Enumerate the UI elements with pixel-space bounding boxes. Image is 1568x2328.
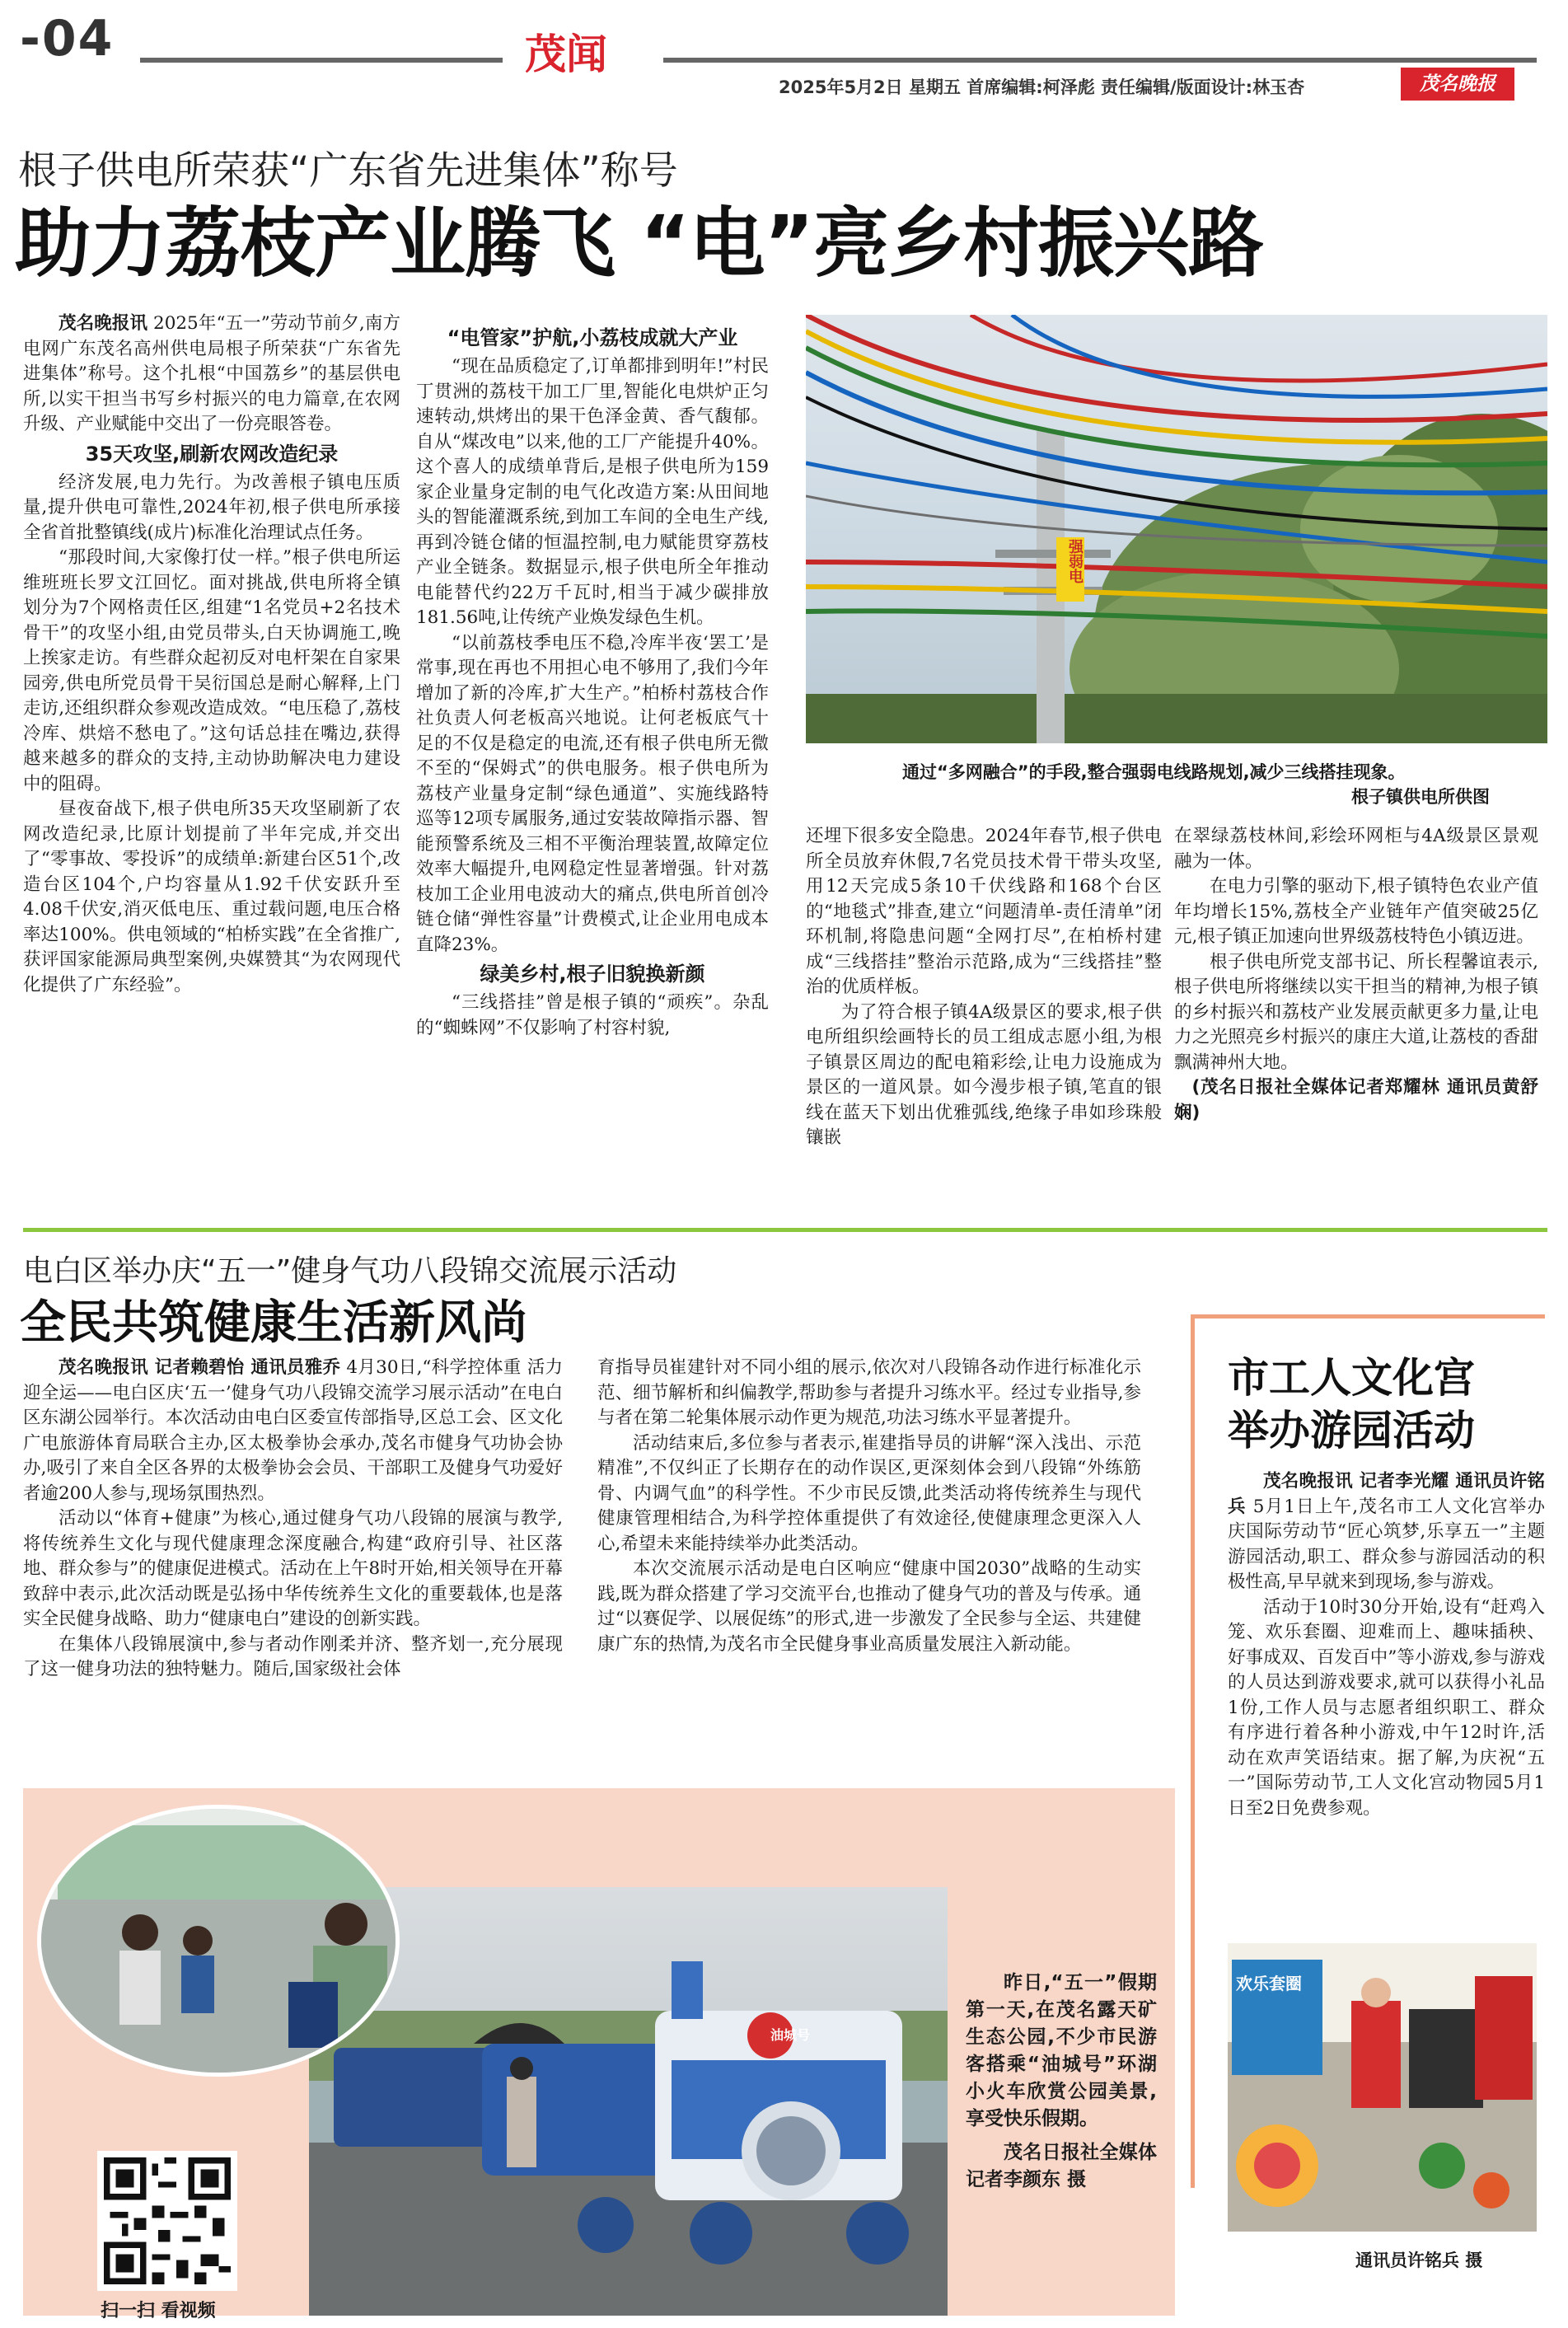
a3-body [1228,1469,1545,1821]
header-rule-left [140,58,503,63]
power-lines-illustration [806,315,1547,743]
a1-column-2 [416,321,769,1041]
train-name-plate: 油城号 [770,2027,811,2043]
a1-c4-p2: 在电力引擎的驱动下,根子镇特色农业产值年均增长15%,荔枝全产业链年产值突破25亿元,根子镇正加速向世界级荔枝特色小镇迈进。 [1174,876,1538,947]
a1-c3-p2: 为了符合根子镇4A级景区的要求,根子供电所组织绘画特长的员工组成志愿小组,为根子镇景区周边的配电箱彩绘,让电力设施成为景区的一道风景。如今漫步根子镇,笔直的银线在蓝天下划出优雅弧线,绝缘子串如珍珠般镶嵌 [806,1001,1162,1148]
a2-headline: 全民共筑健康生活新风尚 [20,1296,527,1350]
a1-c2-p3: “三线搭挂”曾是根子镇的“顽疾”。杂乱的“蜘蛛网”不仅影响了村容村貌, [416,992,769,1038]
a2-lead: 茂名晚报讯 记者赖碧怡 通讯员雅乔 [59,1357,341,1378]
a2-p2: 在集体八段锦展演中,参与者动作刚柔并济、整齐划一,充分展现了这一健身功法的独特魅力。随后,国家级社会体 [23,1633,563,1679]
a2-c2-p1: 活动结束后,多位参与者表示,崔建指导员的讲解“深入浅出、示范精准”,不仅纠正了长期存在的动作误区,更深刻体会到八段锦“外练筋骨、内调气血”的科学性。不少市民反馈,此类活动将传统养生与现代健康管理相结合,为科学控体重提供了有效途径,使健康理念更深入人心,希望未来能持续举办此类活动。 [597,1432,1141,1554]
a1-intro: 2025年“五一”劳动节前夕,南方电网广东茂名高州供电局根子所荣获“广东省先进集体”称号。这个扎根“中国荔乡”的基层供电所,以实干担当书写乡村振兴的电力篇章,在农网升级、产业赋能中交出了一份亮眼答卷。 [23,313,400,434]
a1-headline: 助力荔枝产业腾飞 “电”亮乡村振兴路 [15,199,1263,288]
a1-lead: 茂名晚报讯 [59,313,148,334]
train-illustration [309,1887,948,2316]
a2-column-2 [597,1356,1141,1657]
a3-lead: 茂名晚报讯 记者李光耀 通讯员许铭兵 [1228,1471,1545,1517]
a3-photo-credit: 通讯员许铭兵 摄 [1355,2251,1483,2270]
section-label: 茂闻 [525,30,607,78]
a1-c3-p1: 还埋下很多安全隐患。2024年春节,根子供电所全员放弃休假,7名党员技术骨干带头攻坚,用12天完成5条10千伏线路和168个台区的“地毯式”排查,建立“问题清单-责任清单”闭环机制,将隐患问题“全网打尽”,在柏桥村建成“三线搭挂”整治示范路,成为“三线搭挂”整治的优质样板。 [806,826,1162,997]
amusement-photo [1228,1943,1537,2232]
a1-column-4 [1174,824,1538,1126]
a2-c2-p2: 本次交流展示活动是电白区响应“健康中国2030”战略的生动实践,既为群众搭建了学习交流平台,也推动了健身气功的普及与传承。通过“以赛促学、以展促练”的形式,进一步激发了全民参与全运、共建健康广东的热情,为茂名市全民健身事业高质量发展注入新动能。 [597,1558,1141,1655]
header-info: 2025年5月2日 星期五 首席编辑:柯泽彪 责任编辑/版面设计:林玉杏 [779,77,1305,97]
a1-photo-credit: 根子镇供电所供图 [1351,787,1490,807]
train-photo [309,1887,948,2316]
a3-p0: 5月1日上午,茂名市工人文化宫举办庆国际劳动节“匠心筑梦,乐享五一”主题游园活动,职工、群众参与游园活动的积极性高,早早就来到现场,参与游戏。 [1228,1496,1545,1592]
a1-subhead-3: 绿美乡村,根子旧貌换新颜 [480,963,705,986]
a1-subhead-1: 35天攻坚,刷新农网改造纪录 [85,442,339,466]
a2-column-1 [23,1356,563,1683]
qr-caption: 扫一扫 看视频 [101,2301,216,2321]
a4-caption-text: 昨日,“五一”假期第一天,在茂名露天矿生态公园,不少市民游客搭乘“油城号”环湖小火车欣赏公园美景,享受快乐假期。 [966,1972,1157,2129]
a2-p0: 4月30日,“科学控体重 活力迎全运——电白区庆‘五一’健身气功八段锦交流学习展示活动”在电白区东湖公园举行。本次活动由电白区委宣传部指导,区总工会、区文化广电旅游体育局联合主办,区太极拳协会承办,茂名市健身气功协会协办,吸引了来自全区各界的太极拳协会会员、干部职工及健身气功爱好者逾200人参与,现场氛围热烈。 [23,1357,563,1504]
train-interior-photo [37,1805,400,2077]
a2-c2-p0: 育指导员崔建针对不同小组的展示,依次对八段锦各动作进行标准化示范、细节解析和纠偏教学,帮助参与者提升习练水平。经过专业指导,参与者在第二轮集体展示动作更为规范,功法习练水平显著提升。 [597,1357,1141,1428]
a1-c4-credit: (茂名日报社全媒体记者郑耀林 通讯员黄舒娴) [1174,1077,1538,1123]
a1-c4-p1: 在翠绿荔枝林间,彩绘环网柜与4A级景区景观融为一体。 [1174,826,1538,872]
a1-c2-p2: “以前荔枝季电压不稳,冷库半夜‘罢工’是常事,现在再也不用担心电不够用了,我们今年增加了新的冷库,扩大生产。”柏桥村荔枝合作社负责人何老板高兴地说。让何老板底气十足的不仅是稳定的电流,还有根子供电所无微不至的“保姆式”的供电服务。根子供电所为荔枝产业量身定制“绿色通道”、实施线路特巡等12项专属服务,通过安装故障指示器、智能预警系统及三相不平衡治理装置,故障定位效率大幅提升,电网稳定性显著增强。针对荔枝加工企业用电波动大的痛点,供电所首创冷链仓储“弹性容量”计费模式,让企业用电成本直降23%。 [416,632,769,955]
a1-c1-p1: 经济发展,电力先行。为改善根子镇电压质量,提升供电可靠性,2024年初,根子供电所承接全省首批整镇线(成片)标准化治理试点任务。 [23,471,400,543]
a2-kicker: 电白区举办庆“五一”健身气功八段锦交流展示活动 [23,1254,677,1288]
a1-c2-p1: “现在品质稳定了,订单都排到明年!”村民丁贯洲的荔枝干加工厂里,智能化电烘炉正匀速转动,烘烤出的果干色泽金黄、香气馥郁。自从“煤改电”以来,他的工厂产能提升40%。这个喜人的成绩单背后,是根子供电所为159家企业量身定制的电气化改造方案:从田间地头的智能灌溉系统,到加工车间的全电生产线,再到冷链仓储的恒温控制,电力赋能贯穿荔枝产业全链条。数据显示,根子供电所全年推动电能替代约22万千瓦时,相当于减少碳排放181.56吨,让传统产业焕发绿色生机。 [416,356,769,628]
a1-kicker: 根子供电所荣获“广东省先进集体”称号 [18,148,678,194]
a4-caption [966,1970,1157,2194]
a1-c1-p3: 昼夜奋战下,根子供电所35天攻坚刷新了农网改造纪录,比原计划提前了半年完成,并交出了“零事故、零投诉”的成绩单:新建台区51个,改造台区104个,户均容量从1.92千伏安跃升至4.08千伏安,消灭低电压、重过载问题,电压合格率达100%。供电领域的“柏桥实践”在全省推广,获评国家能源局典型案例,央媒赞其“为农网现代化提供了广东经验”。 [23,799,400,995]
qr-code-pattern [104,2157,231,2284]
power-lines-photo [806,315,1547,743]
header-rule-right [663,58,1537,63]
a3-p1: 活动于10时30分开始,设有“赶鸡入笼、欢乐套圈、迎难而上、趣味插秧、好事成双、百发百中”等小游戏,参与游戏的人员达到游戏要求,就可以获得小礼品1份,工作人员与志愿者组织职工、群众有序进行着各种小游戏,中午12时许,活动在欢声笑语结束。据了解,为庆祝“五一”国际劳动节,工人文化宫动物园5月1日至2日免费参观。 [1228,1596,1545,1819]
masthead-logo [1401,68,1514,101]
a1-column-3 [806,824,1162,1151]
a1-subhead-2: “电管家”护航,小荔枝成就大产业 [447,326,738,349]
a3-headline: 市工人文化宫举办游园活动 [1228,1354,1475,1454]
page-number: -04 [20,10,115,68]
a1-c1-p2: “那段时间,大家像打仗一样。”根子供电所运维班班长罗文江回忆。面对挑战,供电所将全镇划分为7个网格责任区,组建“1名党员+2名技术骨干”的攻坚小组,由党员带头,白天协调施工,晚上挨家走访。有些群众起初反对电杆架在自家果园旁,供电所党员骨干吴衍国总是耐心解释,上门走访,还组织群众参观改造成效。“电压稳了,荔枝冷库、烘焙不愁电了。”这句话总挂在嘴边,获得越来越多的群众的支持,主动协助解决电力建设中的阻碍。 [23,547,400,794]
a1-c4-p3: 根子供电所党支部书记、所长程馨谊表示,根子供电所将继续以实干担当的精神,为根子镇的乡村振兴和荔枝产业发展贡献更多力量,让电力之光照亮乡村振兴的康庄大道,让荔枝的香甜飘满神州大地。 [1174,951,1538,1073]
pole-sign: 强弱电 [1066,539,1084,583]
interior-illustration [41,1809,400,2077]
a1-column-1 [23,311,400,998]
amusement-sign: 欢乐套圈 [1236,1974,1302,1993]
logo-text: 茂名晚报 [1420,73,1495,95]
section-divider [23,1228,1547,1232]
a2-p1: 活动以“体育+健康”为核心,通过健身气功八段锦的展演与教学,将传统养生文化与现代健康理念深度融合,构建“政府引导、社区落地、群众参与”的健康促进模式。活动在上午8时开始,相关领导在开幕致辞中表示,此次活动既是弘扬中华传统养生文化的重要载体,也是落实全民健身战略、助力“健康电白”建设的创新实践。 [23,1508,564,1629]
a4-caption-credit: 茂名日报社全媒体记者李颜东 摄 [966,2142,1157,2190]
a1-photo-caption: 通过“多网融合”的手段,整合强弱电线路规划,减少三线搭挂现象。 [902,762,1406,782]
qr-code[interactable] [97,2151,237,2291]
